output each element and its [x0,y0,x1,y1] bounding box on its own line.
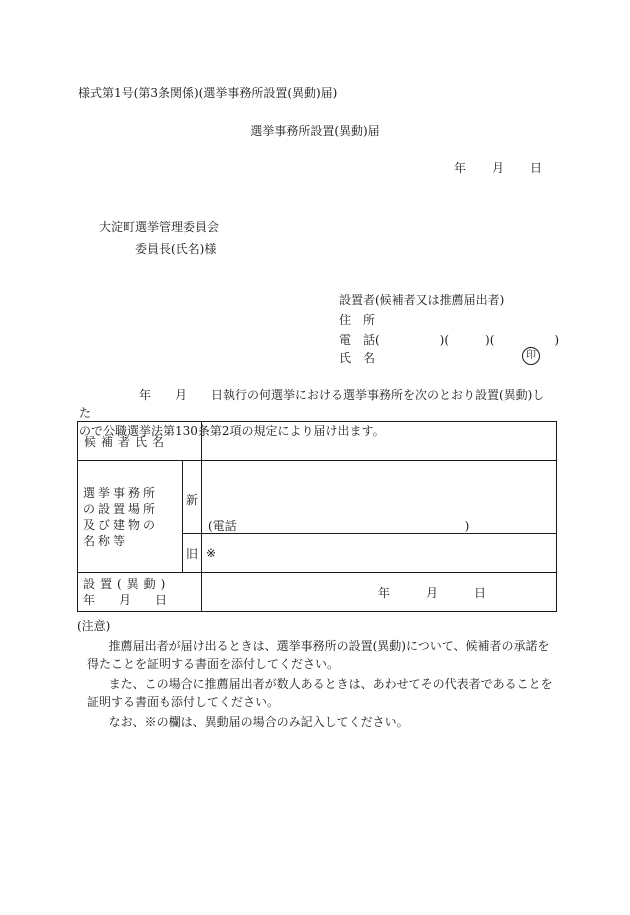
addressee-person: 委員長(氏名)様 [135,242,217,256]
document-title: 選挙事務所設置(異動)届 [250,124,380,138]
date-day-label: 日 [530,161,543,175]
candidate-name-field[interactable] [202,422,557,461]
old-label: 旧 [183,534,202,573]
office-location-label-line: の設置場所 [83,501,159,516]
note-2: また、この場合に推薦届出者が数人あるときは、あわせてその代表者であることを証明する書面も添付してください。 [87,677,553,709]
date-year-label: 年 [454,161,467,175]
new-location-phone: (電話 ) [208,519,470,533]
submitter-address-label: 住 所 [339,313,376,327]
office-location-label-line: 選挙事務所 [83,485,159,500]
declaration-line-2: ので公職選挙法第130条第2項の規定により届け出ます。 [79,424,385,438]
new-label: 新 [183,461,202,534]
submitter-name-label: 氏 名 [339,351,376,365]
declaration-line-1: 年 月 日執行の何選挙における選挙事務所を次のとおり設置(異動)した [79,388,545,420]
setup-date-value: 年 月 日 [378,585,487,600]
old-location-field[interactable] [202,534,557,573]
setup-date-label [78,573,202,612]
office-location-label-line: 名称等 [83,533,129,548]
setup-date-label-line-1: 設置(異動) [83,577,171,591]
submitter-heading: 設置者(候補者又は推薦届出者) [339,293,505,307]
candidate-name-label: 候補者氏名 [78,422,202,461]
notes-heading: (注意) [77,619,111,633]
new-location-field[interactable] [202,461,557,534]
addressee-org: 大淀町選挙管理委員会 [99,220,220,234]
date-month-label: 月 [492,161,505,175]
office-location-label-line: 及び建物の [83,517,159,532]
note-3: なお、※の欄は、異動届の場合のみ記入してください。 [108,715,409,729]
submitter-phone-label: 電 話( )( )( ) [339,333,560,347]
setup-date-field[interactable] [202,573,557,612]
office-location-label [78,461,183,573]
note-1: 推薦届出者が届け出るときは、選挙事務所の設置(異動)について、候補者の承諾を得たことを証明する書面を添付してください。 [87,639,550,671]
form-caption: 様式第1号(第3条関係)(選挙事務所設置(異動)届) [78,86,338,100]
submission-date [454,161,542,175]
seal-mark: 印 [522,347,540,365]
setup-date-label-line-2: 年 月 日 [83,593,168,607]
office-form-table [77,421,557,612]
old-location-note-mark: ※ [206,546,217,560]
notes-section [77,617,557,733]
